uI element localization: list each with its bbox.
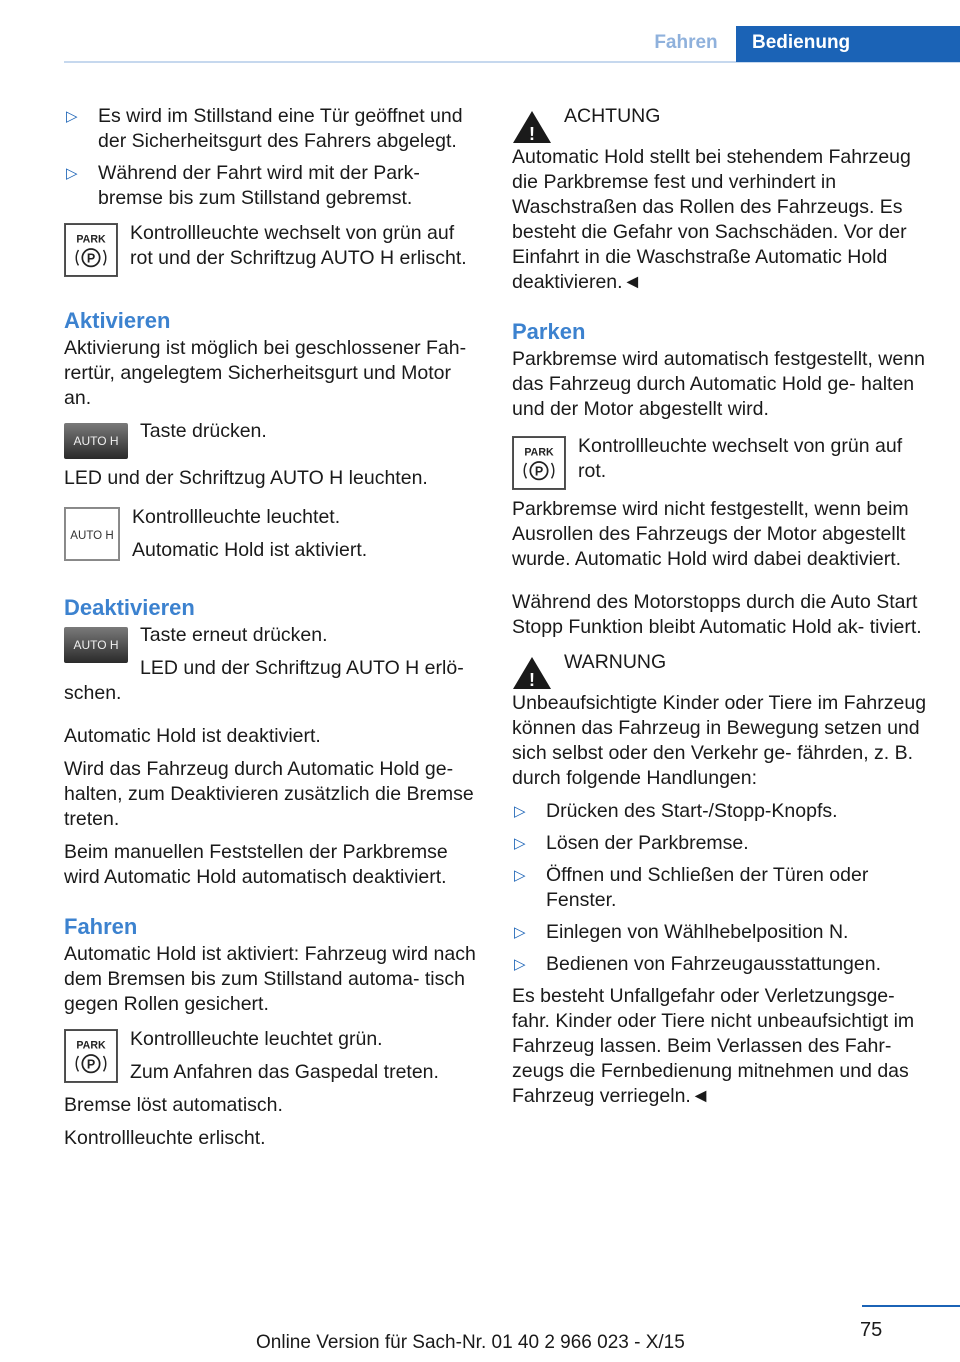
taste-erneut: Taste erneut drücken. <box>140 624 328 646</box>
auto-h-button-block <box>64 419 482 466</box>
aktivieren-text: Aktivierung ist möglich bei geschlossener Fah- rertür, angelegtem Sicherheitsgurt und Motor an. <box>64 337 467 409</box>
auto-h-indicator-block <box>64 505 482 571</box>
heading-aktivieren: Aktivieren <box>64 308 171 333</box>
svg-text:AUTO H: AUTO H <box>73 434 119 448</box>
kontroll-leuchtet: Kontrollleuchte leuchtet. <box>132 506 341 528</box>
list-item: ▷ Es wird im Stillstand eine Tür geöffnet und der Sicherheitsgurt des Fahrers abgelegt. <box>66 105 463 152</box>
auto-h-indicator-icon <box>64 505 120 568</box>
heading-fahren: Fahren <box>64 914 138 939</box>
motorstopps: Während des Motorstopps durch die Auto Start Stopp Funktion bleibt Automatic Hold ak- tiviert. <box>512 591 922 638</box>
wird-gehalten: Wird das Fahrzeug durch Automatic Hold ge- halten, zum Deaktivieren zusätzlich die Bremse treten. <box>64 758 474 830</box>
bullet-triangle-icon: ▷ <box>514 956 526 973</box>
park-indicator-icon <box>64 221 118 284</box>
fahren-text: Automatic Hold ist aktiviert: Fahrzeug wird nach dem Bremsen bis zum Stillstand automa- tisch gegen Rollen gesichert. <box>64 943 476 1015</box>
svg-text:P: P <box>86 251 96 266</box>
tab-bedienung[interactable]: Bedienung <box>736 26 960 62</box>
wechselt-rot: Kontrollleuchte wechselt von grün auf rot. <box>578 435 903 482</box>
svg-text:PARK: PARK <box>524 446 554 459</box>
unfallgefahr: Es besteht Unfallgefahr oder Verletzungsge- fahr. Kinder oder Tiere nicht unbeaufsichtigt im Fahrzeug lassen. Beim Verlassen des Fahr- zeugs die Fernbedienung mitnehmen und das Fahrzeug verriegeln.◄ <box>512 985 915 1107</box>
auto-h-button-icon <box>64 419 128 466</box>
achtung-title: ACHTUNG <box>564 105 661 127</box>
park-indicator-icon <box>64 1027 118 1090</box>
warning-triangle-icon <box>512 104 552 151</box>
taste-druecken: Taste drücken. <box>140 420 267 442</box>
bremse-loest: Bremse löst automatisch. <box>64 1094 283 1116</box>
svg-text:P: P <box>86 1057 96 1072</box>
bullet-triangle-icon: ▷ <box>66 108 78 125</box>
footer-rule <box>862 1305 960 1307</box>
deaktivieren-block <box>64 623 482 714</box>
warnung-block <box>512 650 930 697</box>
achtung-block <box>512 104 930 151</box>
list-item: ▷ Einlegen von Wählhebelposition N. <box>514 921 849 943</box>
led-leuchten: LED und der Schriftzug AUTO H leuchten. <box>64 467 428 489</box>
nicht-festgestellt: Parkbremse wird nicht festgestellt, wenn beim Ausrollen des Fahrzeugs der Motor abgestellt wurde. Automatic Hold wird dabei deaktiviert. <box>512 498 909 570</box>
svg-text:AUTO H: AUTO H <box>70 529 114 542</box>
auto-h-button-icon <box>64 623 128 670</box>
list-item: ▷ Öffnen und Schließen der Türen oder Fenster. <box>514 864 869 911</box>
heading-deaktivieren: Deaktivieren <box>64 595 195 620</box>
svg-text:P: P <box>534 464 544 479</box>
warnung-title: WARNUNG <box>564 651 667 673</box>
list-item: ▷ Während der Fahrt wird mit der Park- bremse bis zum Stillstand gebremst. <box>66 162 420 209</box>
bullet-triangle-icon: ▷ <box>514 867 526 884</box>
warnung-text: Unbeaufsichtigte Kinder oder Tiere im Fahrzeug können das Fahrzeug in Bewegung setzen und sich selbst oder den Verkehr ge- fährden, z. B. durch folgende Handlungen: <box>512 692 927 789</box>
svg-text:AUTO H: AUTO H <box>73 638 119 652</box>
bullet-triangle-icon: ▷ <box>514 835 526 852</box>
bullet-triangle-icon: ▷ <box>66 165 78 182</box>
svg-text:!: ! <box>529 124 535 144</box>
achtung-text: Automatic Hold stellt bei stehendem Fahrzeug die Parkbremse fest und verhindert in Waschstraßen das Rollen des Fahrzeugs. Es besteht die Gefahr von Sachschäden. Vor der Einfahrt in die Waschstraße Automatic Hold deaktivieren.◄ <box>512 146 911 293</box>
beim-manuellen: Beim manuellen Feststellen der Parkbremse wird Automatic Hold automatisch deaktiviert. <box>64 841 448 888</box>
svg-text:PARK: PARK <box>76 1039 106 1052</box>
leuchtet-gruen: Kontrollleuchte leuchtet grün. <box>130 1028 383 1050</box>
led-erloeschen: LED und der Schriftzug AUTO H erlö- schen. <box>64 657 464 704</box>
parken-park-block <box>512 434 930 497</box>
list-item: ▷ Lösen der Parkbremse. <box>514 832 749 854</box>
footer-version: Online Version für Sach-Nr. 01 40 2 966 023 - X/15 <box>256 1332 685 1353</box>
park-note-block <box>64 221 482 284</box>
ah-aktiviert: Automatic Hold ist aktiviert. <box>132 539 368 561</box>
page-number: 75 <box>860 1319 883 1341</box>
bullet-triangle-icon: ▷ <box>514 924 526 941</box>
svg-text:!: ! <box>529 670 535 690</box>
park-indicator-icon <box>512 434 566 497</box>
right-column <box>512 104 930 1117</box>
anfahren: Zum Anfahren das Gaspedal treten. <box>130 1061 439 1083</box>
warning-triangle-icon <box>512 650 552 697</box>
erlischt: Kontrollleuchte erlischt. <box>64 1127 266 1149</box>
left-column <box>64 104 482 1159</box>
heading-parken: Parken <box>512 319 586 344</box>
tab-fahren[interactable]: Fahren <box>654 32 718 53</box>
list-item: ▷ Drücken des Start-/Stopp-Knopfs. <box>514 800 838 822</box>
list-item: ▷ Bedienen von Fahrzeugausstattungen. <box>514 953 881 975</box>
park-note: Kontrollleuchte wechselt von grün auf rot und der Schriftzug AUTO H erlischt. <box>130 222 467 269</box>
bullet-triangle-icon: ▷ <box>514 803 526 820</box>
svg-text:PARK: PARK <box>76 233 106 246</box>
ah-deaktiviert: Automatic Hold ist deaktiviert. <box>64 725 321 747</box>
fahren-park-block <box>64 1027 482 1126</box>
parken-text: Parkbremse wird automatisch festgestellt, wenn das Fahrzeug durch Automatic Hold ge- halten und der Motor abgestellt wird. <box>512 348 925 420</box>
